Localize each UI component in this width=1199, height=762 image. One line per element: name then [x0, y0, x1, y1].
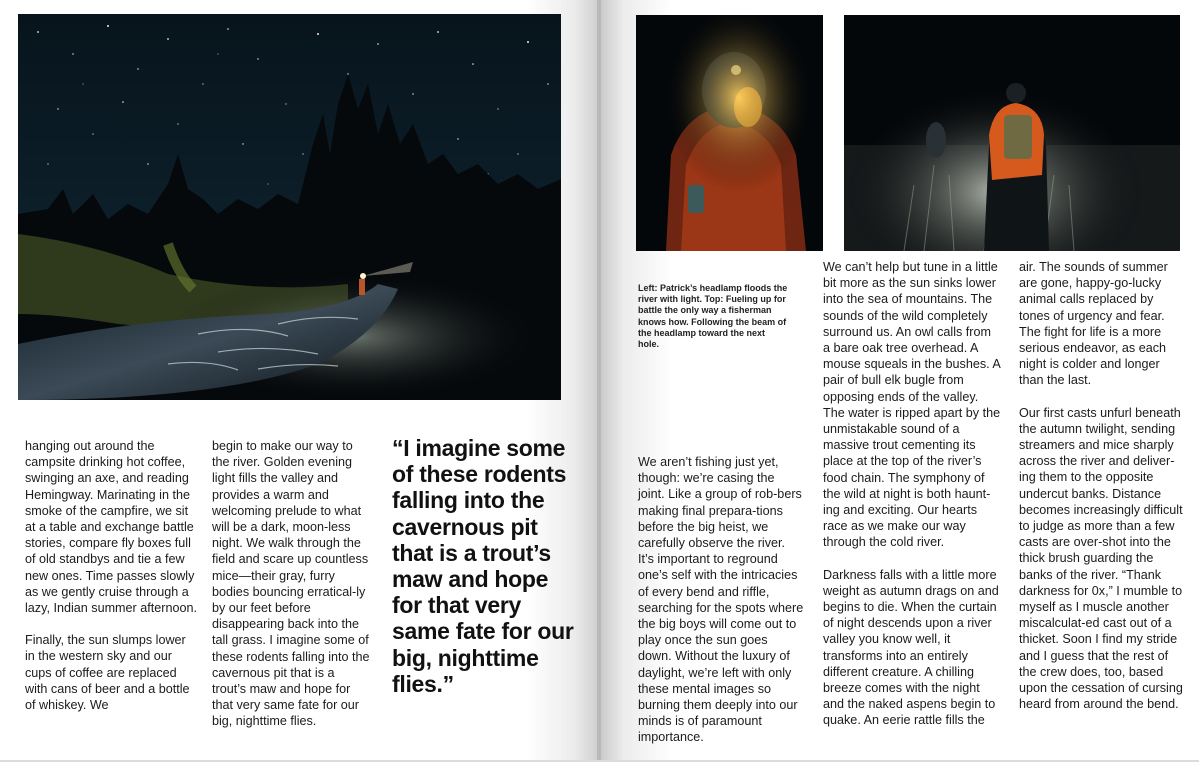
paragraph: We can’t help but tune in a little bit more as the sun sinks lower into the sea of mountains. The sounds of the wild completely surround us. An owl calls from a bare oak tree overhead. A mouse squeals in the bushes. A pair of bull elk bugle from opposing ends of the valley. The water is ripped apart by the unmistakable sound of a massive trout cementing its place at the top of the river’s food chain. The symphony of the wild at night is both haunt-ing and exciting. Our hearts race as we make our way through the cold river.	[823, 260, 1001, 550]
left-column-2	[212, 438, 372, 746]
paragraph: Darkness falls with a little more weight as autumn drags on and begins to die. When the curtain of night descends upon a river valley you know well, it transforms into an entirely different creature. A chilling breeze comes with the night and the naked aspens begin to quake. An eerie rattle fills the	[823, 567, 999, 728]
pull-quote: “I imagine some of these rodents falling into the cavernous pit that is a trout’s maw and hope for that very same fate for our big, nighttime flies.”	[392, 435, 574, 697]
paragraph: begin to make our way to the river. Golden evening light fills the valley and provides a warm and welcoming prelude to what will be a dark, moon-less night. We walk through the field and scare up countless mice—their gray, furry bodies bouncing erratical-ly by our feet before disappearing back into the tall grass. I imagine some of these rodents falling into the cavernous pit that is a trout’s maw and hope for that very same fate for our big, nighttime flies.	[212, 439, 370, 729]
left-column-1	[25, 438, 197, 729]
right-column-1	[638, 454, 804, 762]
paragraph: hanging out around the campsite drinking hot coffee, swinging an axe, and reading Hemingway. Marinating in the smoke of the campfire, we sit at a table and exchange battle stories, compare fly boxes full of old standbys and tie a few new ones. Time passes slowly as we gently cruise through a lazy, Indian summer afternoon.	[25, 439, 197, 616]
photo-caption: Left: Patrick’s headlamp floods the river with light. Top: Fueling up for battle the only way a fisherman knows how. Following the beam of the headlamp toward the next hole.	[638, 283, 788, 350]
paragraph: We aren’t fishing just yet, though: we’re casing the joint. Like a group of rob-bers making final prepara-tions before the big heist, we carefully observe the river. It’s important to reground one’s self with the intricacies of every bend and riffle, searching for the spots where the big boys will come out to play once the sun goes down. Without the luxury of daylight, we’re left with only these mental images so burning them deeply into our minds is of paramount importance.	[638, 455, 804, 745]
paragraph: Finally, the sun slumps lower in the western sky and our cups of coffee are replaced with cans of beer and a bottle of whiskey. We	[25, 633, 190, 713]
page-gutter	[597, 0, 601, 760]
right-column-2	[823, 259, 1001, 745]
right-column-3	[1019, 259, 1187, 728]
paragraph: Our first casts unfurl beneath the autumn twilight, sending streamers and mice sharply across the river and deliver-ing them to the opposite undercut banks. Distance becomes increasingly difficult to judge as more than a few casts are over-shot into the thick brush guarding the banks of the river. “Thank darkness for 0x,” I mumble to myself as I muscle another miscalculat-ed cast out of a thicket. Soon I find my stride and I guess that the rest of the crew does, too, based upon the cessation of cursing heard from around the bend.	[1019, 405, 1183, 712]
paragraph: air. The sounds of summer are gone, happy-go-lucky animal calls replaced by tones of urgency and fear. The fight for life is a more serious endeavor, as each night is colder and longer than the last.	[1019, 260, 1168, 388]
headlamp-drinking-photo	[636, 15, 823, 251]
hiker-in-grass-photo	[844, 15, 1180, 251]
night-river-photo	[18, 14, 561, 400]
